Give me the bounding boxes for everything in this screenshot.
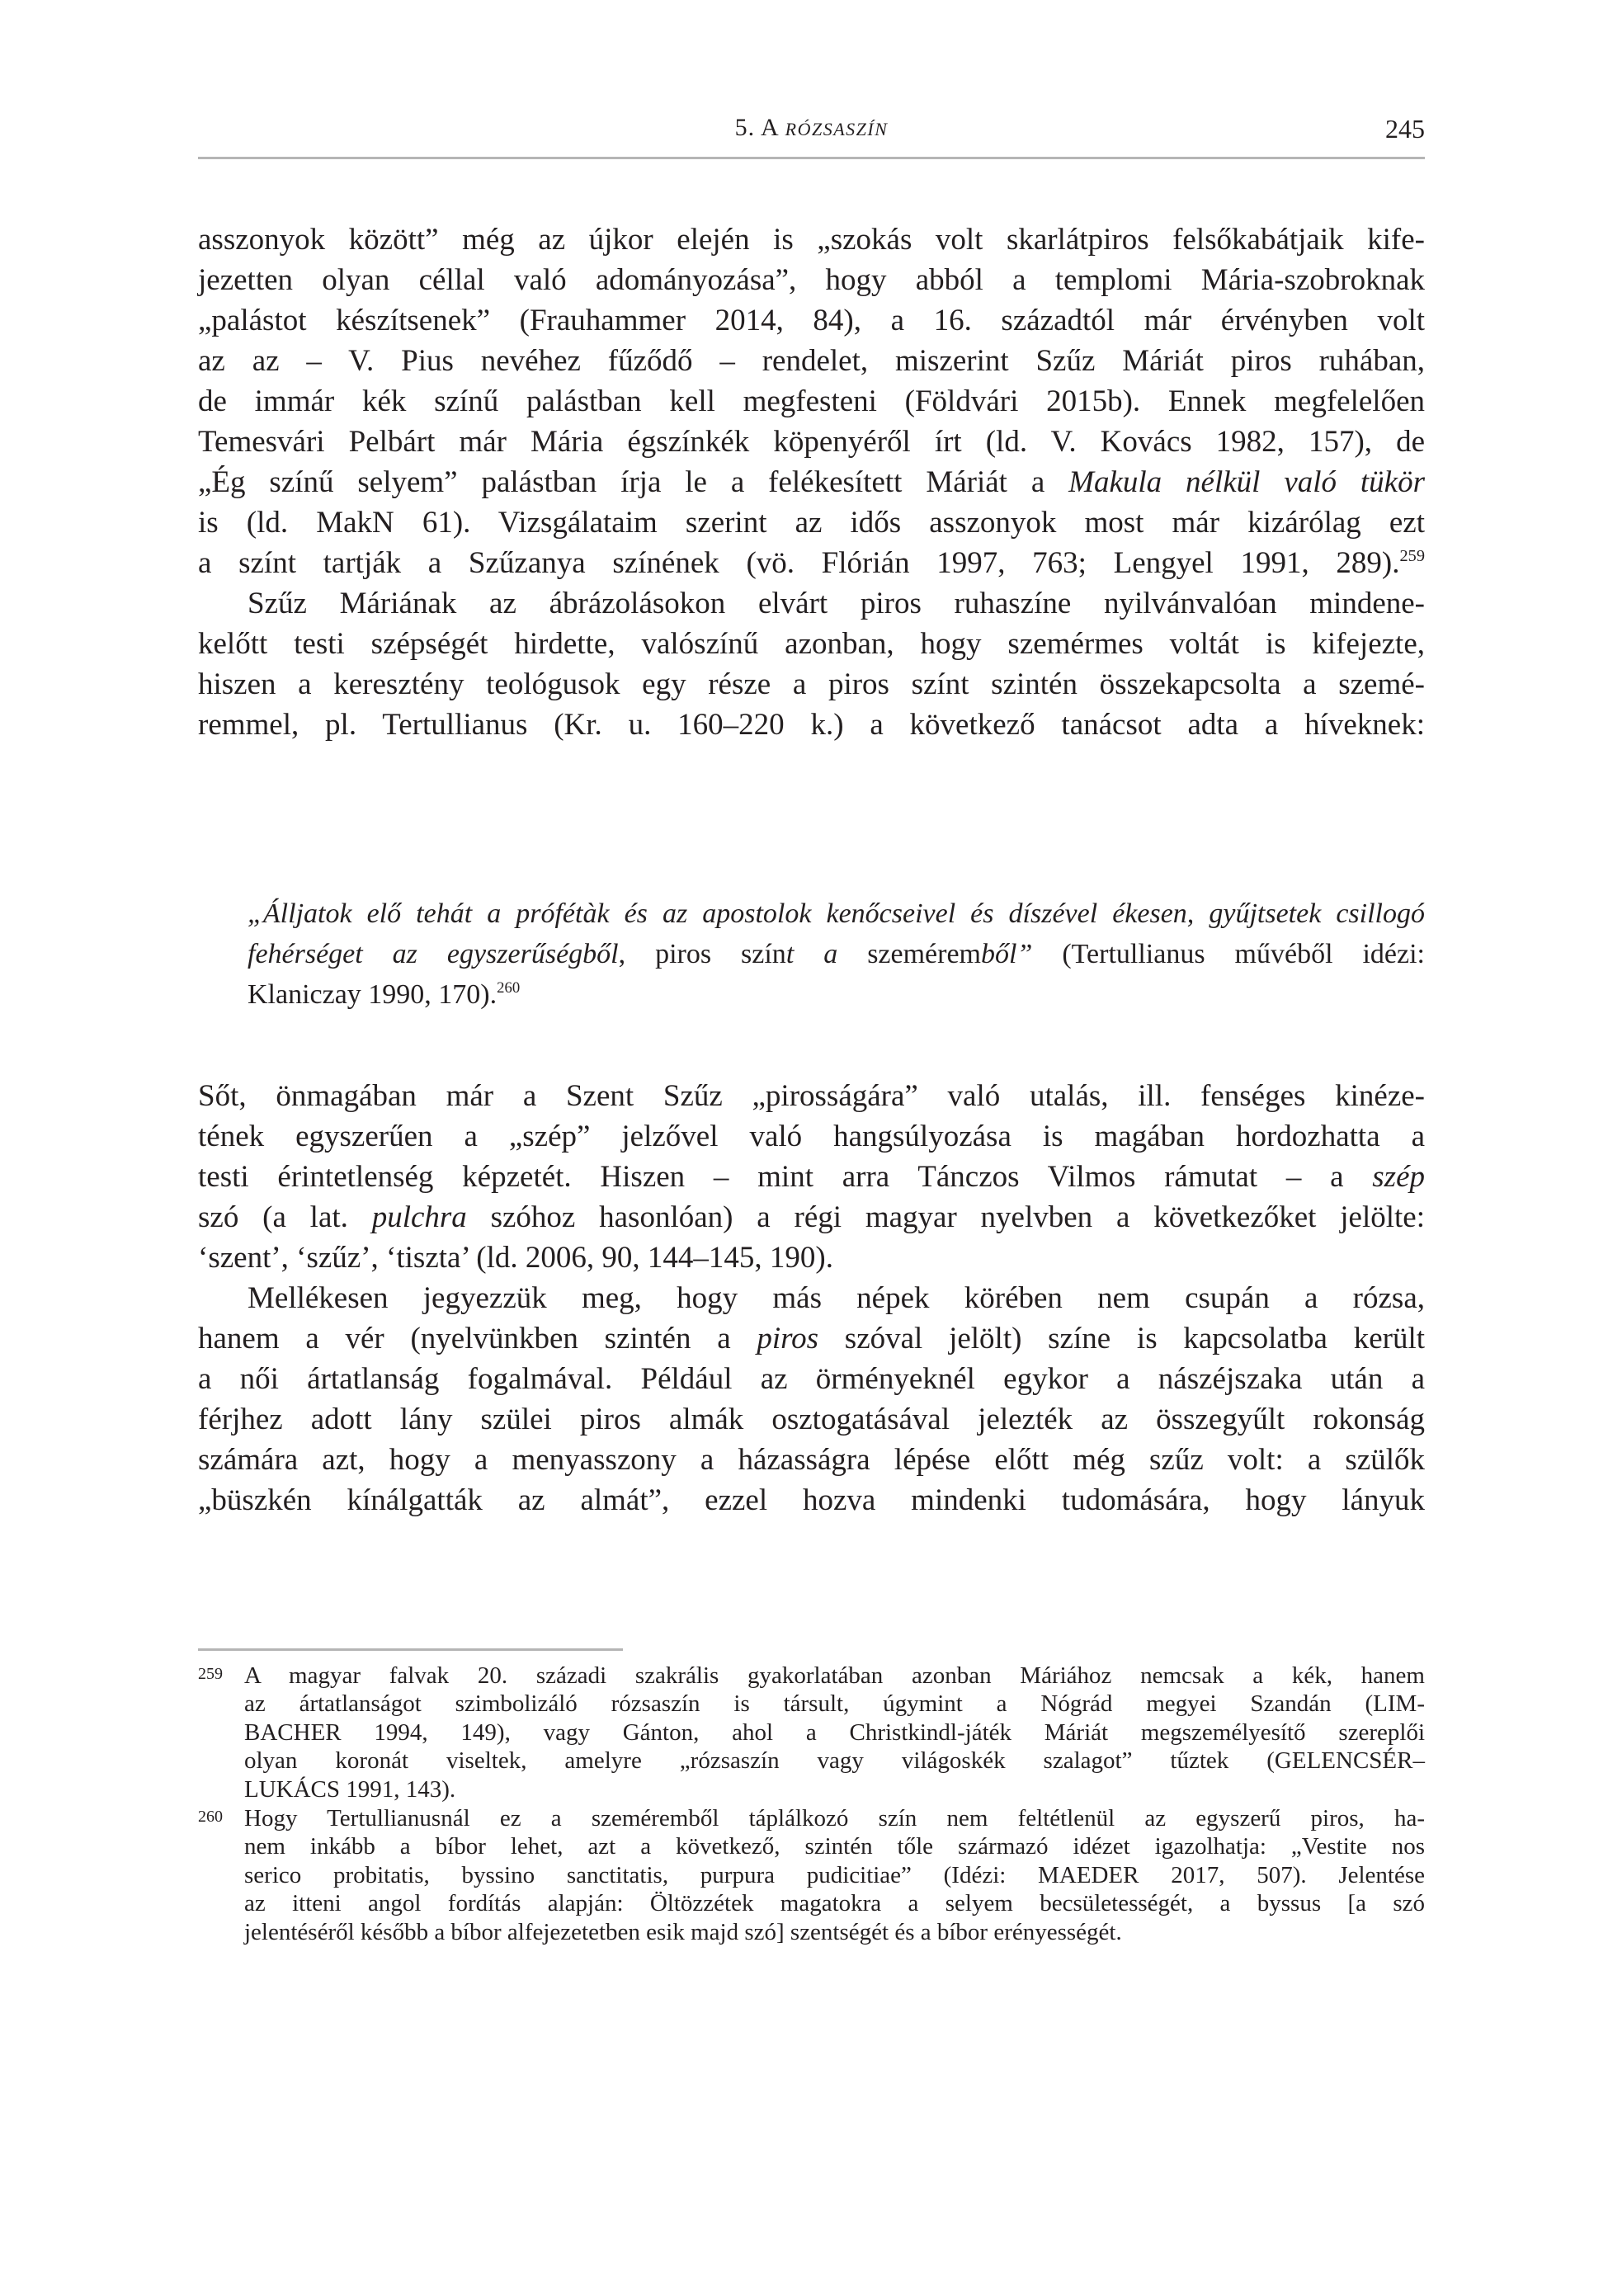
chapter-title	[198, 114, 1425, 142]
text-run: (Tertullianus művéből idézi:	[1032, 939, 1426, 969]
text-run: szóval jelölt) színe is kapcsolatba került	[818, 1322, 1426, 1355]
footnote-ref-260[interactable]: 260	[497, 978, 521, 997]
text-line: Sőt, önmagában már a Szent Szűz „pirosságára” való utalás, ill. fenséges kinéze-	[198, 1079, 1425, 1113]
text-run: szó (a lat.	[198, 1200, 372, 1234]
chapter-title-rest: RÓZSASZÍN	[779, 119, 889, 139]
footnote-line: az ártatlanságot szimbolizáló rózsaszín is társult, úgymint a Nógrád megyei Szandán (LIM-	[244, 1690, 1425, 1717]
text-line: „palástot készítsenek” (Frauhammer 2014, 84), a 16. századtól már érvényben volt	[198, 304, 1425, 337]
footnote-line: nem inkább a bíbor lehet, azt a következő, szintén tőle származó idézet igazolhatja: „Vestite nos	[244, 1833, 1425, 1860]
text-line	[198, 1158, 1425, 1196]
text-line	[198, 545, 1425, 582]
text-run: Klaniczay 1990, 170).	[248, 979, 497, 1010]
footnote-line: A magyar falvak 20. századi szakrális gyakorlatában azonban Máriához nemcsak a kék, hanem	[244, 1662, 1425, 1689]
book-title-italic: Makula nélkül való tükör	[1068, 465, 1426, 499]
term-italic: piros	[757, 1322, 819, 1355]
chapter-number: 5.	[734, 114, 756, 141]
page-number: 245	[1385, 114, 1425, 144]
quote-italic: „Álljatok elő tehát a prófétàk és az apostolok kenőcseivel és díszével ékesen, gyűjtsetek csillogó	[248, 898, 1425, 929]
text-line: de immár kék színű palástban kell megfesteni (Földvári 2015b). Ennek megfelelően	[198, 384, 1425, 418]
footnote-number: 259	[198, 1665, 223, 1683]
text-line: asszonyok között” még az újkor elején is „szokás volt skarlátpiros felsőkabátjaik kife-	[198, 223, 1425, 257]
footnote-number: 260	[198, 1808, 223, 1826]
text-line: hiszen a keresztény teológusok egy része a piros színt szintén összekapcsolta a szemé-	[198, 667, 1425, 701]
text-line	[198, 1199, 1425, 1237]
text-line: a női ártatlanság fogalmával. Például az örményeknél egykor a nászéjszaka után a	[198, 1362, 1425, 1396]
text-run: testi érintetlenség képzetét. Hiszen – mint arra Tánczos Vilmos rámutat – a	[198, 1160, 1373, 1194]
text-line: „büszkén kínálgatták az almát”, ezzel hozva mindenki tudomására, hogy lányuk	[198, 1483, 1425, 1517]
text-line: tének egyszerűen a „szép” jelzővel való hangsúlyozása is magában hordozhatta a	[198, 1120, 1425, 1153]
footnote-line: Hogy Tertullianusnál ez a szeméremből táplálkozó szín nem feltétlenül az egyszerű piros, ha-	[244, 1805, 1425, 1832]
quote-italic: ből”	[981, 939, 1033, 969]
text-line	[198, 1320, 1425, 1358]
text-run: „Ég színű selyem” palástban írja le a felékesített Máriát a	[198, 465, 1069, 499]
text-line: ‘szent’, ‘szűz’, ‘tiszta’ (ld. 2006, 90, 144–145, 190).	[198, 1241, 833, 1275]
term-italic: szép	[1372, 1160, 1425, 1194]
quote-italic: fehérséget az egyszerűségből	[248, 939, 619, 969]
quote-italic: t a	[785, 939, 838, 969]
text-line: kelőtt testi szépségét hirdette, valószínű azonban, hogy szemérmes voltát is kifejezte,	[198, 627, 1425, 661]
running-head	[198, 114, 1425, 150]
term-italic: pulchra	[371, 1200, 467, 1234]
footnote-line: serico probitatis, byssino sanctitatis, purpura pudicitiae” (Idézi: MAEDER 2017, 507). Jelentése	[244, 1862, 1425, 1888]
footnote-line: BACHER 1994, 149), vagy Gánton, ahol a Christkindl-játék Máriát megszemélyesítő szereplői	[244, 1719, 1425, 1746]
quote-line	[248, 936, 1425, 973]
text-line: Mellékesen jegyezzük meg, hogy más népek körében nem csupán a rózsa,	[248, 1281, 1425, 1315]
text-run: szemérem	[837, 939, 982, 969]
text-line: Szűz Máriának az ábrázolásokon elvárt piros ruhaszíne nyilvánvalóan mindene-	[248, 587, 1425, 620]
text-run: szóhoz hasonlóan) a régi magyar nyelvben a következőket jelölte:	[466, 1200, 1425, 1234]
quote-line	[248, 896, 1425, 932]
text-run: , piros szín	[618, 939, 786, 969]
text-line: az az – V. Pius nevéhez fűződő – rendelet, miszerint Szűz Máriát piros ruhában,	[198, 344, 1425, 378]
text-run: a színt tartják a Szűzanya színének (vö. Flórián 1997, 763; Lengyel 1991, 289).	[198, 546, 1400, 580]
text-line: számára azt, hogy a menyasszony a házasságra lépése előtt még szűz volt: a szülők	[198, 1443, 1425, 1477]
footnote-line: az itteni angol fordítás alapján: Öltözzétek magatokra a selyem becsületességét, a byssus [a szó	[244, 1890, 1425, 1916]
text-line: Temesvári Pelbárt már Mária égszínkék köpenyéről írt (ld. V. Kovács 1982, 157), de	[198, 425, 1425, 459]
chapter-initial: A	[760, 114, 780, 141]
footnote-line: olyan koronát viseltek, amelyre „rózsaszín vagy világoskék szalagot” tűztek (GELENCSÉR–	[244, 1747, 1425, 1774]
text-line: remmel, pl. Tertullianus (Kr. u. 160–220 k.) a következő tanácsot adta a híveknek:	[198, 708, 1425, 742]
text-line: férjhez adott lány szülei piros almák osztogatásával jelezték az összegyűlt rokonság	[198, 1403, 1425, 1436]
footnote-ref-259[interactable]: 259	[1399, 546, 1425, 565]
quote-line	[248, 977, 1425, 1013]
text-line: jezetten olyan céllal való adományozása”, hogy abból a templomi Mária-szobroknak	[198, 263, 1425, 297]
footnote-line: jelentéséről később a bíbor alfejezetetben esik majd szó] szentségét és a bíbor erényességét.	[244, 1919, 1122, 1945]
text-line	[198, 464, 1425, 502]
footnote-line: LUKÁCS 1991, 143).	[244, 1776, 456, 1803]
footnote-rule	[198, 1648, 623, 1651]
header-rule	[198, 157, 1425, 159]
text-line: is (ld. MakN 61). Vizsgálataim szerint az idős asszonyok most már kizárólag ezt	[198, 506, 1425, 540]
text-run: hanem a vér (nyelvünkben szintén a	[198, 1322, 757, 1355]
